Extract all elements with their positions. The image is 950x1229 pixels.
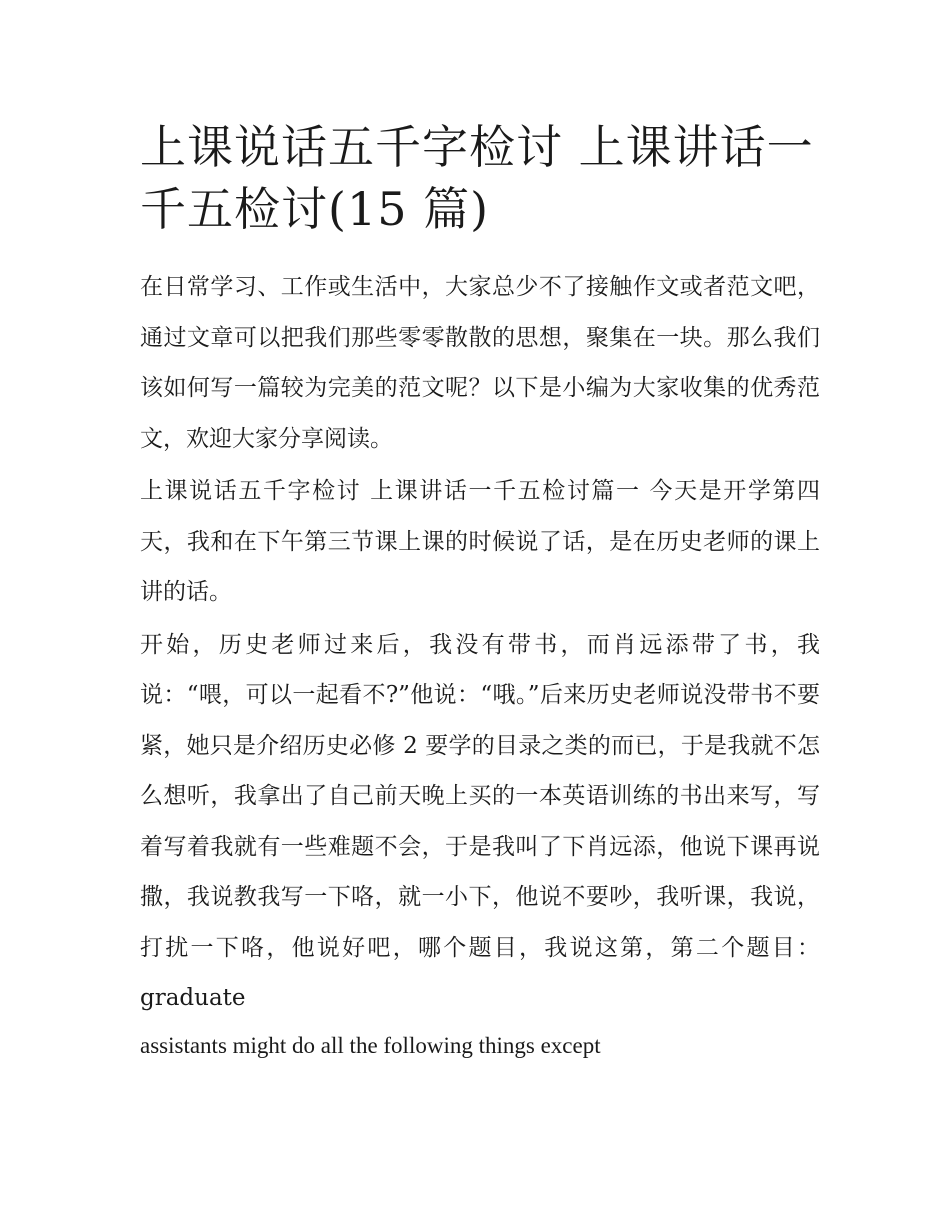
document-body [140, 116, 820, 1066]
intro-paragraph: 在日常学习、工作或生活中，大家总少不了接触作文或者范文吧，通过文章可以把我们那些零零散散的思想，聚集在一块。那么我们该如何写一篇较为完美的范文呢？以下是小编为大家收集的优秀范文，欢迎大家分享阅读。 [140, 274, 820, 452]
body-paragraph-1: 上课说话五千字检讨 上课讲话一千五检讨篇一 今天是开学第四天，我和在下午第三节课上课的时候说了话，是在历史老师的课上讲的话。 [140, 478, 820, 605]
document-title: 上课说话五千字检讨 上课讲话一千五检讨(15 篇) [140, 120, 814, 236]
body-paragraph-2: 开始，历史老师过来后，我没有带书，而肖远添带了书，我说：“喂，可以一起看不?”他说：“哦。”后来历史老师说没带书不要紧，她只是介绍历史必修 2 要学的目录之类的而已，于是我就不怎么想听，我拿出了自己前天晚上买的一本英语训练的书出来写，写着写着我就有一些难题不会，于是我叫了下肖远添，他说下课再说撒，我说教我写一下咯，就一小下，他说不要吵，我听课，我说，打扰一下咯，他说好吧，哪个题目，我说这第，第二个题目：graduate [140, 631, 820, 1011]
english-question-line: assistants might do all the following things except [140, 1032, 601, 1058]
